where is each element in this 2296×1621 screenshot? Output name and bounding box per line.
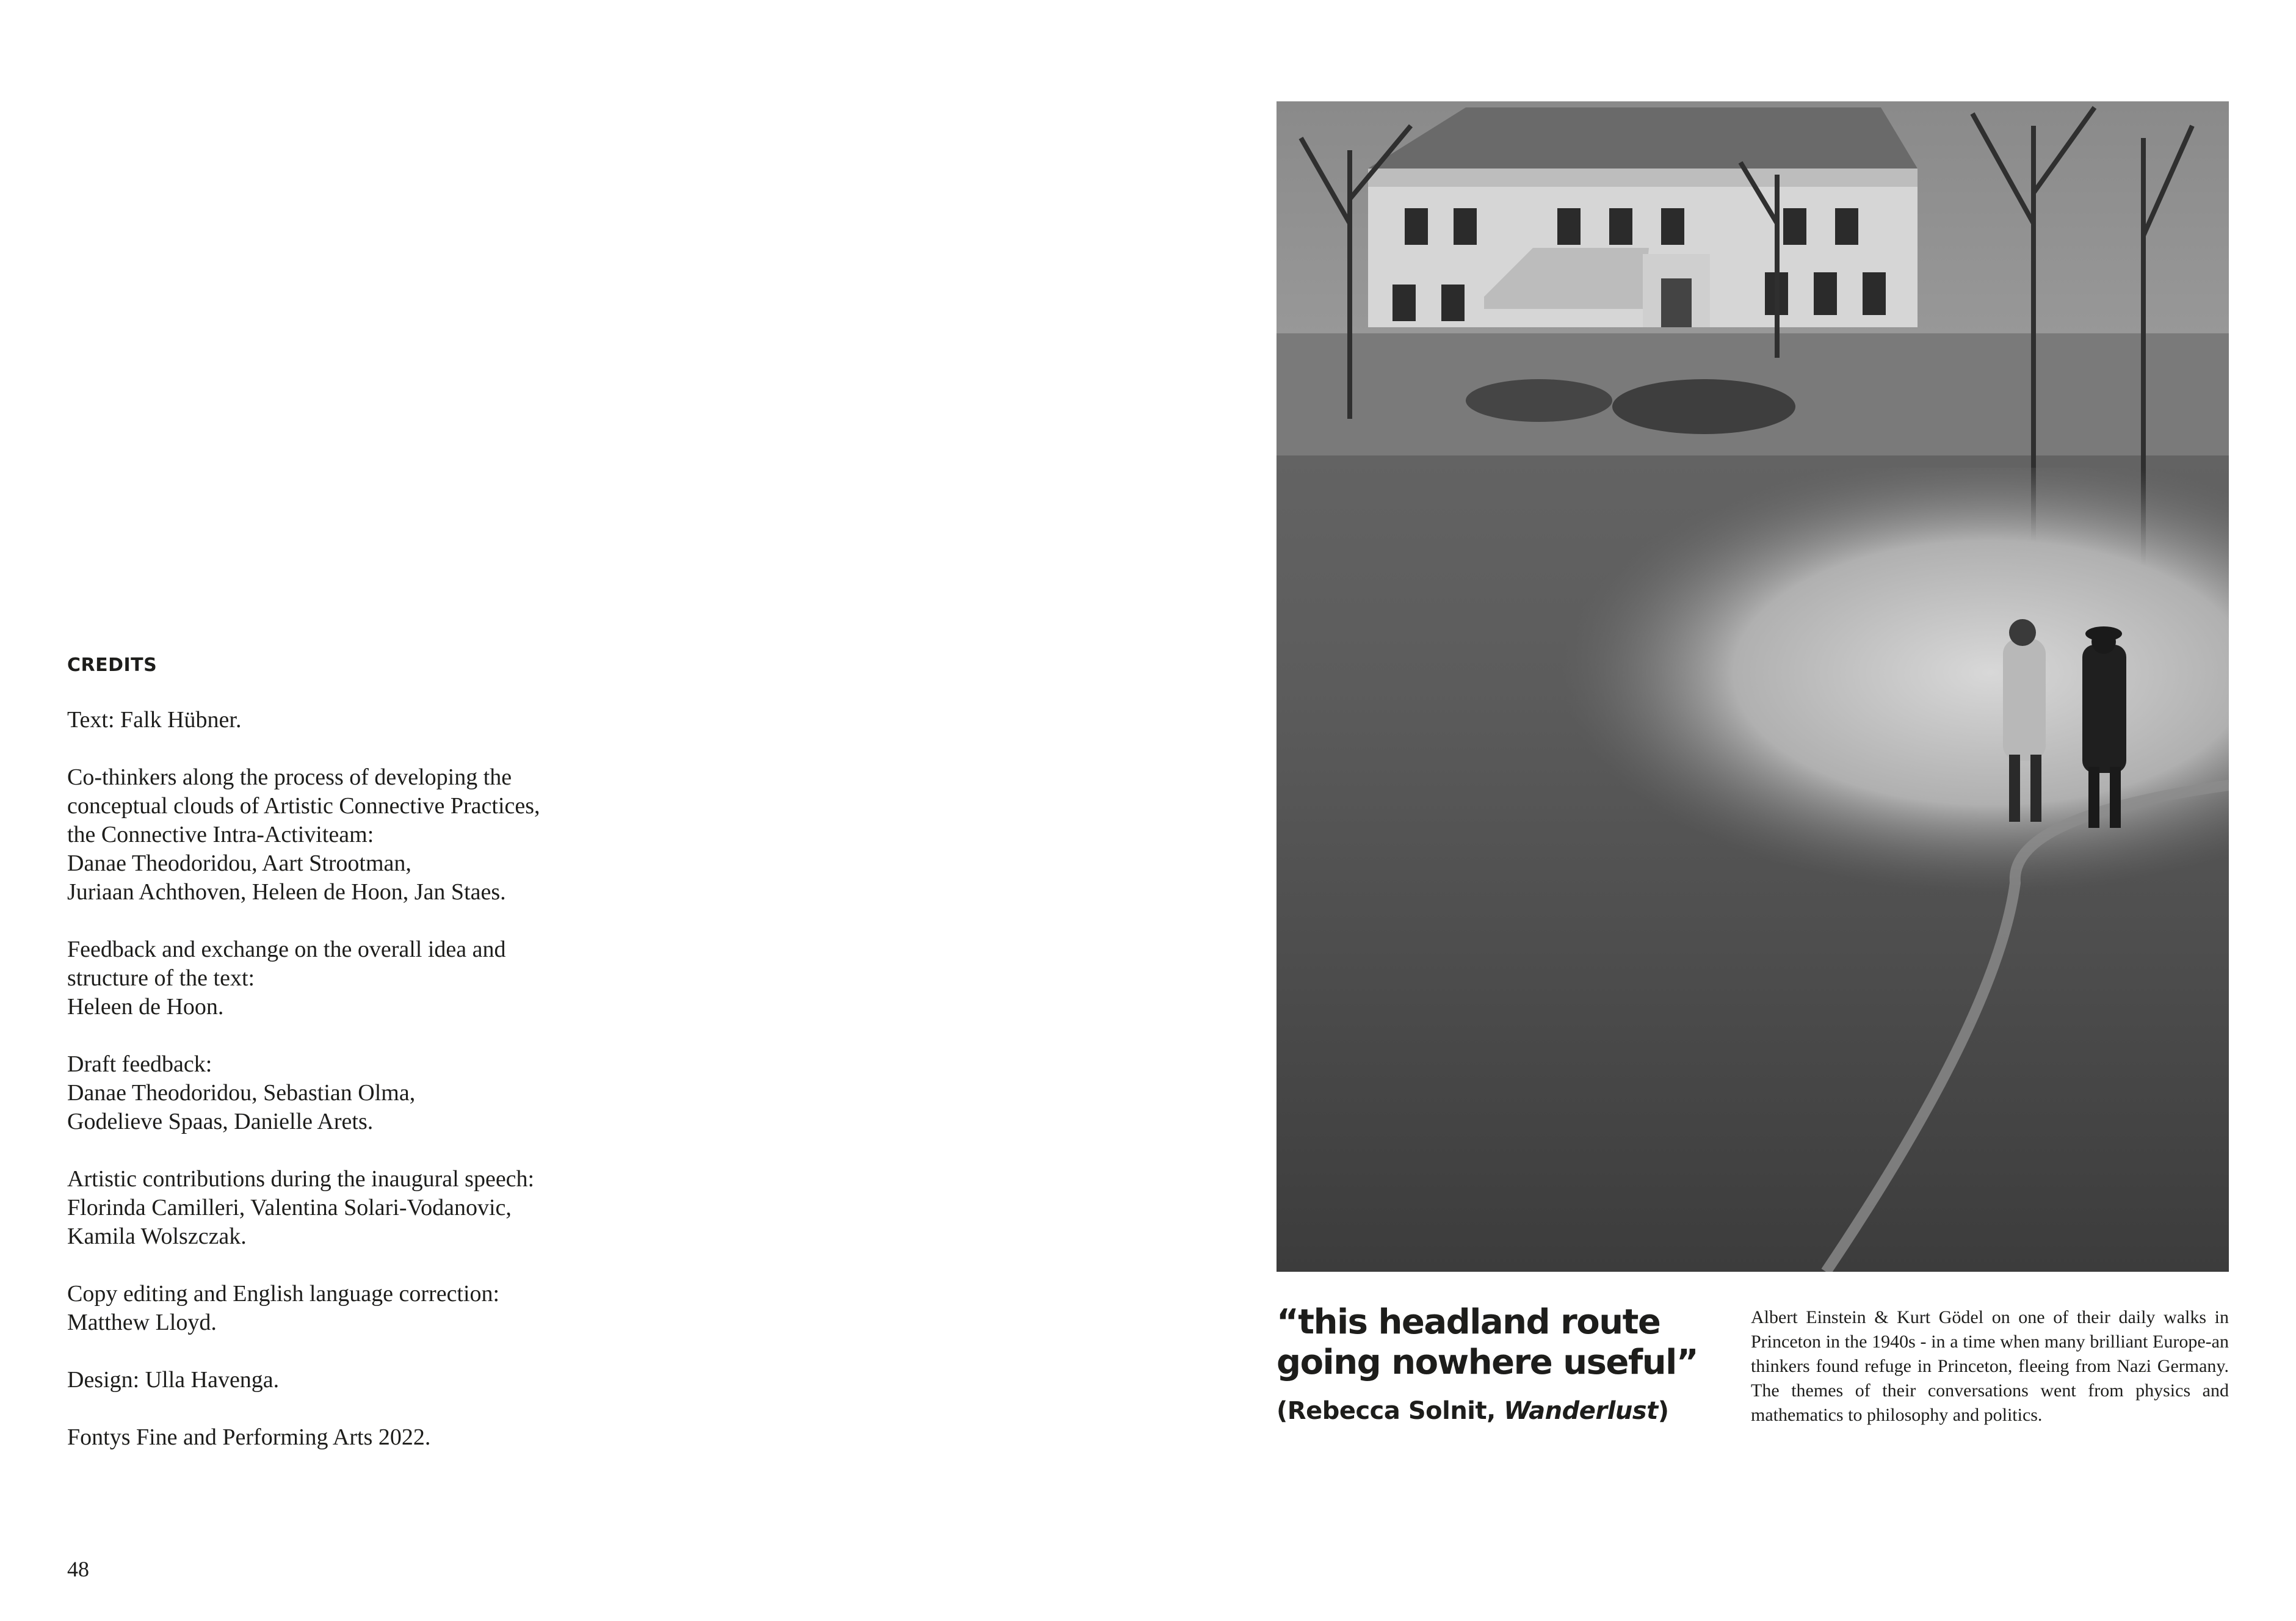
credit-feedback: Feedback and exchange on the overall idea and structure of the text: Heleen de Hoon. [67, 937, 506, 1020]
credit-institution: Fontys Fine and Performing Arts 2022. [67, 1424, 431, 1450]
photo-einstein-goedel-walking [1277, 101, 2229, 1272]
credit-artistic-contributions: Artistic contributions during the inaugural speech: Florinda Camilleri, Valentina Solari-Vodanovic, Kamila Wolszczak. [67, 1166, 535, 1249]
credit-co-thinkers: Co-thinkers along the process of developing the conceptual clouds of Artistic Connective Practices, the Connective Intra-Activiteam: Danae Theodoridou, Aart Strootman, Juriaan Achthoven, Heleen de Hoon, Jan Staes. [67, 764, 540, 905]
credits-heading: CREDITS [67, 655, 158, 676]
credit-text-author: Text: Falk Hübner. [67, 707, 242, 733]
credit-design: Design: Ulla Havenga. [67, 1367, 280, 1393]
credit-copy-editing: Copy editing and English language correction: Matthew Lloyd. [67, 1281, 500, 1335]
photo-caption: Albert Einstein & Kurt Gödel on one of their daily walks in Princeton in the 1940s - in a time when many brilliant Europe-an thinkers found refuge in Princeton, fleeing from Nazi Germany. The themes of their conversations went from physics and mathematics to philosophy and politics. [1751, 1307, 2229, 1425]
credits-block [67, 653, 617, 1481]
credit-draft-feedback: Draft feedback: Danae Theodoridou, Sebastian Olma, Godelieve Spaas, Danielle Arets. [67, 1051, 416, 1134]
quote-source-suffix: ) [1657, 1397, 1669, 1425]
quote-source [1277, 1396, 1722, 1426]
quote-source-prefix: (Rebecca Solnit, [1277, 1397, 1504, 1425]
house-illustration [1368, 107, 1918, 327]
pull-quote: “this headland route going nowhere useful” [1277, 1302, 1698, 1382]
quote-source-book: Wanderlust [1504, 1397, 1658, 1425]
page-number: 48 [67, 1557, 89, 1581]
